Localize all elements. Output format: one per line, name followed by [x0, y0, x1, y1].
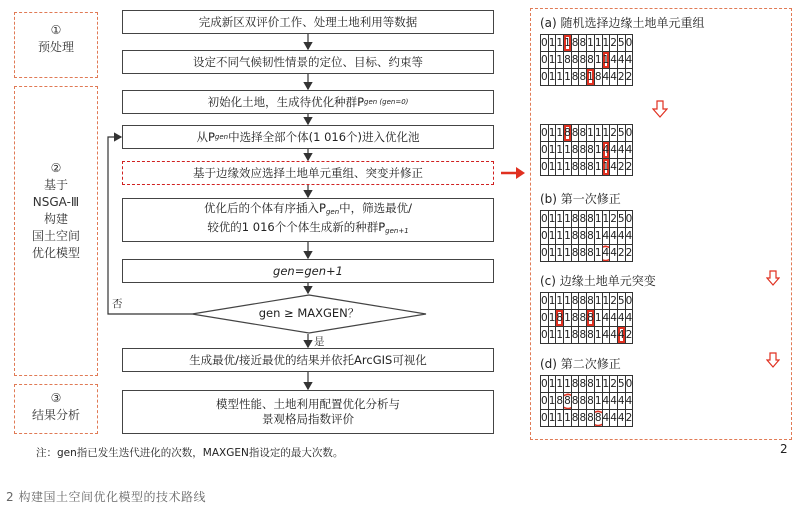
grid-cell: 1	[602, 376, 610, 393]
grid-cell: 2	[625, 159, 633, 176]
no-label: 否	[112, 298, 123, 310]
grid-cell: 1	[594, 211, 602, 228]
grid-cell: 4	[610, 228, 618, 245]
grid-cell: 8	[571, 410, 579, 427]
grid-cell: 8	[579, 327, 587, 344]
grid-cell: 8	[579, 142, 587, 159]
decision-text: gen ≥ MAXGEN？	[258, 306, 360, 320]
grid-cell: 8	[579, 52, 587, 69]
grid-cell: 1	[564, 327, 572, 344]
grid-cell: 4	[617, 142, 625, 159]
grid-cell: 1	[564, 159, 572, 176]
grid-cell: 0	[541, 211, 549, 228]
grid-cell: 8	[579, 310, 587, 327]
grid-cell: 8	[587, 393, 595, 410]
grid-cell: 8	[579, 393, 587, 410]
land-unit-grid	[540, 292, 633, 344]
figure-number: 2	[780, 442, 788, 456]
grid-cell: 8	[587, 410, 595, 427]
grid-cell: 1	[564, 245, 572, 262]
grid-cell: 4	[602, 228, 610, 245]
grid-cell: 1	[594, 310, 602, 327]
grid-cell: 8	[587, 293, 595, 310]
flow-box-visualize: 生成最优/接近最优的结果并依托ArcGIS可视化	[122, 348, 494, 372]
grid-cell: 4	[610, 69, 618, 86]
panel-c-title: (c) 边缘土地单元突变	[540, 274, 656, 288]
grid-cell: 4	[617, 410, 625, 427]
grid-cell: 4	[617, 310, 625, 327]
grid-cell: 8	[579, 228, 587, 245]
grid-cell: 8	[587, 310, 595, 327]
grid-cell: 0	[541, 35, 549, 52]
grid-cell: 8	[579, 211, 587, 228]
grid-cell: 4	[610, 410, 618, 427]
grid-cell: 1	[556, 125, 564, 142]
grid-cell: 4	[625, 393, 633, 410]
link-arrow	[500, 166, 526, 180]
panel-b-title: (b) 第一次修正	[540, 192, 621, 206]
grid-cell: 1	[594, 376, 602, 393]
grid-row	[541, 293, 633, 310]
grid-cell: 1	[548, 69, 556, 86]
grid-cell: 8	[571, 125, 579, 142]
grid-cell: 1	[564, 310, 572, 327]
grid-cell: 4	[625, 228, 633, 245]
grid-cell: 5	[617, 376, 625, 393]
grid-cell: 1	[548, 245, 556, 262]
grid-cell: 8	[564, 52, 572, 69]
grid-cell: 1	[556, 69, 564, 86]
grid-cell: 2	[617, 69, 625, 86]
grid-cell: 8	[571, 327, 579, 344]
grid-cell: 0	[541, 52, 549, 69]
grid-cell: 1	[548, 293, 556, 310]
grid-cell: 0	[625, 125, 633, 142]
land-unit-grid	[540, 375, 633, 427]
grid-cell: 5	[617, 35, 625, 52]
grid-row	[541, 52, 633, 69]
grid-cell: 1	[594, 52, 602, 69]
panel-d-title: (d) 第二次修正	[540, 357, 621, 371]
grid-cell: 2	[610, 376, 618, 393]
grid-cell: 0	[541, 142, 549, 159]
grid-cell: 2	[610, 125, 618, 142]
grid-cell: 8	[579, 69, 587, 86]
grid-cell: 8	[587, 327, 595, 344]
grid-cell: 4	[602, 69, 610, 86]
grid-cell: 1	[556, 228, 564, 245]
grid-row	[541, 245, 633, 262]
grid-cell: 8	[571, 310, 579, 327]
grid-cell: 2	[610, 293, 618, 310]
land-unit-grid	[540, 210, 633, 262]
flow-box-select-pool: 从P gen 中选择全部个体(1 016个)进入优化池	[122, 125, 494, 149]
grid-cell: 1	[587, 35, 595, 52]
grid-cell: 1	[587, 69, 595, 86]
flow-box-data-prep: 完成新区双评价工作、处理土地利用等数据	[122, 10, 494, 34]
grid-cell: 1	[594, 142, 602, 159]
grid-cell: 1	[594, 159, 602, 176]
grid-cell: 2	[625, 327, 633, 344]
grid-row	[541, 142, 633, 159]
grid-cell: 2	[610, 35, 618, 52]
grid-cell: 8	[571, 245, 579, 262]
grid-cell: 8	[579, 376, 587, 393]
grid-cell: 8	[571, 69, 579, 86]
grid-cell: 2	[625, 245, 633, 262]
grid-cell: 4	[602, 327, 610, 344]
grid-cell: 4	[625, 310, 633, 327]
grid-cell: 8	[587, 159, 595, 176]
grid-cell: 1	[556, 293, 564, 310]
grid-cell: 8	[579, 293, 587, 310]
grid-cell: 1	[556, 245, 564, 262]
grid-cell: 8	[594, 410, 602, 427]
grid-cell: 8	[571, 35, 579, 52]
grid-cell: 8	[587, 376, 595, 393]
grid-cell: 8	[579, 410, 587, 427]
grid-cell: 1	[602, 35, 610, 52]
grid-row	[541, 393, 633, 410]
grid-cell: 8	[587, 228, 595, 245]
flow-box-increment-gen: gen=gen+1	[122, 259, 494, 283]
grid-cell: 0	[541, 69, 549, 86]
grid-cell: 1	[602, 211, 610, 228]
grid-cell: 4	[617, 52, 625, 69]
grid-cell: 8	[594, 69, 602, 86]
grid-cell: 8	[587, 245, 595, 262]
grid-cell: 1	[564, 35, 572, 52]
grid-cell: 4	[610, 310, 618, 327]
grid-cell: 8	[571, 159, 579, 176]
grid-cell: 2	[625, 69, 633, 86]
grid-cell: 4	[617, 228, 625, 245]
grid-cell: 1	[594, 393, 602, 410]
grid-cell: 0	[541, 410, 549, 427]
land-unit-grid	[540, 124, 633, 176]
grid-cell: 0	[541, 327, 549, 344]
grid-cell: 8	[571, 228, 579, 245]
grid-cell: 1	[548, 310, 556, 327]
grid-cell: 1	[594, 35, 602, 52]
grid-cell: 1	[564, 376, 572, 393]
grid-cell: 0	[541, 293, 549, 310]
flow-box-edge-effect: 基于边缘效应选择土地单元重组、突变并修正	[122, 161, 494, 185]
grid-cell: 4	[602, 393, 610, 410]
grid-cell: 1	[548, 125, 556, 142]
grid-cell: 4	[625, 142, 633, 159]
grid-cell: 1	[564, 293, 572, 310]
grid-cell: 0	[541, 125, 549, 142]
grid-cell: 8	[579, 35, 587, 52]
grid-cell: 0	[625, 376, 633, 393]
stage-label-analysis: ③ 结果分析	[31, 391, 80, 422]
grid-cell: 8	[587, 211, 595, 228]
flow-box-init-population: 初始化土地，生成待优化种群P gen (gen=0)	[122, 90, 494, 114]
grid-cell: 4	[610, 393, 618, 410]
stage-label-model: ② 基于 NSGA-Ⅲ 构建 国土空间 优化模型	[31, 161, 80, 260]
grid-cell: 1	[602, 159, 610, 176]
grid-cell: 1	[564, 69, 572, 86]
grid-cell: 1	[594, 327, 602, 344]
down-arrow-3	[766, 352, 780, 368]
grid-cell: 1	[548, 52, 556, 69]
grid-cell: 1	[556, 35, 564, 52]
grid-cell: 1	[556, 410, 564, 427]
grid-cell: 8	[571, 142, 579, 159]
grid-row	[541, 410, 633, 427]
grid-cell: 5	[617, 293, 625, 310]
grid-row	[541, 376, 633, 393]
panel-a-title: (a) 随机选择边缘土地单元重组	[540, 16, 705, 30]
grid-row	[541, 228, 633, 245]
grid-cell: 4	[610, 52, 618, 69]
grid-cell: 5	[617, 211, 625, 228]
grid-cell: 0	[625, 293, 633, 310]
grid-cell: 1	[564, 142, 572, 159]
grid-cell: 8	[587, 142, 595, 159]
grid-cell: 8	[579, 125, 587, 142]
down-arrow-1	[652, 100, 668, 118]
grid-cell: 1	[548, 410, 556, 427]
grid-cell: 5	[617, 125, 625, 142]
grid-cell: 1	[548, 393, 556, 410]
grid-cell: 1	[548, 228, 556, 245]
flow-box-new-population: 优化后的个体有序插入$P_{gen}$中，筛选最优/ 较优的1 016个个体生成新的种群$P_{gen+1}$	[122, 198, 494, 242]
grid-cell: 8	[579, 245, 587, 262]
grid-row	[541, 327, 633, 344]
stage-label-preprocess: ① 预处理	[37, 23, 74, 54]
grid-cell: 8	[564, 125, 572, 142]
grid-cell: 4	[617, 393, 625, 410]
grid-row	[541, 310, 633, 327]
grid-cell: 8	[571, 376, 579, 393]
grid-cell: 1	[602, 293, 610, 310]
grid-cell: 1	[548, 211, 556, 228]
grid-row	[541, 35, 633, 52]
yes-label: 是	[314, 336, 325, 348]
grid-cell: 8	[571, 211, 579, 228]
grid-cell: 1	[594, 245, 602, 262]
grid-cell: 1	[556, 376, 564, 393]
grid-cell: 1	[548, 142, 556, 159]
grid-row	[541, 69, 633, 86]
grid-cell: 2	[617, 159, 625, 176]
grid-cell: 1	[594, 125, 602, 142]
figure-note: 注：gen指已发生迭代进化的次数，MAXGEN指设定的最大次数。	[36, 447, 344, 459]
grid-cell: 0	[541, 393, 549, 410]
grid-cell: 0	[541, 376, 549, 393]
grid-cell: 8	[564, 393, 572, 410]
grid-cell: 1	[564, 410, 572, 427]
grid-cell: 4	[602, 410, 610, 427]
grid-cell: 1	[564, 211, 572, 228]
grid-cell: 8	[571, 52, 579, 69]
grid-cell: 1	[556, 211, 564, 228]
grid-cell: 0	[541, 245, 549, 262]
grid-cell: 8	[587, 52, 595, 69]
grid-cell: 1	[548, 159, 556, 176]
grid-cell: 1	[556, 52, 564, 69]
grid-row	[541, 125, 633, 142]
grid-cell: 1	[594, 293, 602, 310]
grid-cell: 4	[610, 245, 618, 262]
grid-cell: 4	[602, 245, 610, 262]
flow-box-scenarios: 设定不同气候韧性情景的定位、目标、约束等	[122, 50, 494, 74]
grid-cell: 1	[556, 327, 564, 344]
land-unit-grid	[540, 34, 633, 86]
grid-cell: 0	[541, 310, 549, 327]
grid-cell: 2	[625, 410, 633, 427]
grid-cell: 8	[556, 310, 564, 327]
grid-cell: 4	[610, 327, 618, 344]
figure-caption: 2 构建国土空间优化模型的技术路线	[6, 490, 206, 504]
grid-cell: 2	[617, 245, 625, 262]
grid-cell: 0	[625, 35, 633, 52]
grid-cell: 4	[625, 52, 633, 69]
grid-cell: 4	[602, 310, 610, 327]
grid-cell: 8	[571, 393, 579, 410]
down-arrow-2	[766, 270, 780, 286]
grid-cell: 8	[556, 393, 564, 410]
grid-cell: 0	[541, 228, 549, 245]
grid-cell: 1	[594, 228, 602, 245]
grid-cell: 1	[556, 142, 564, 159]
grid-cell: 1	[602, 125, 610, 142]
grid-row	[541, 159, 633, 176]
grid-row	[541, 211, 633, 228]
grid-cell: 1	[548, 376, 556, 393]
grid-cell: 8	[579, 159, 587, 176]
grid-cell: 1	[556, 159, 564, 176]
grid-cell: 1	[564, 228, 572, 245]
grid-cell: 4	[610, 142, 618, 159]
grid-cell: 1	[548, 327, 556, 344]
grid-cell: 1	[602, 52, 610, 69]
grid-cell: 0	[541, 159, 549, 176]
grid-cell: 2	[610, 211, 618, 228]
grid-cell: 4	[602, 142, 610, 159]
grid-cell: 1	[548, 35, 556, 52]
grid-cell: 8	[571, 293, 579, 310]
grid-cell: 1	[587, 125, 595, 142]
grid-cell: 4	[610, 159, 618, 176]
grid-cell: 0	[625, 211, 633, 228]
grid-cell: 4	[617, 327, 625, 344]
flow-box-evaluation: 模型性能、土地利用配置优化分析与 景观格局指数评价	[122, 390, 494, 434]
